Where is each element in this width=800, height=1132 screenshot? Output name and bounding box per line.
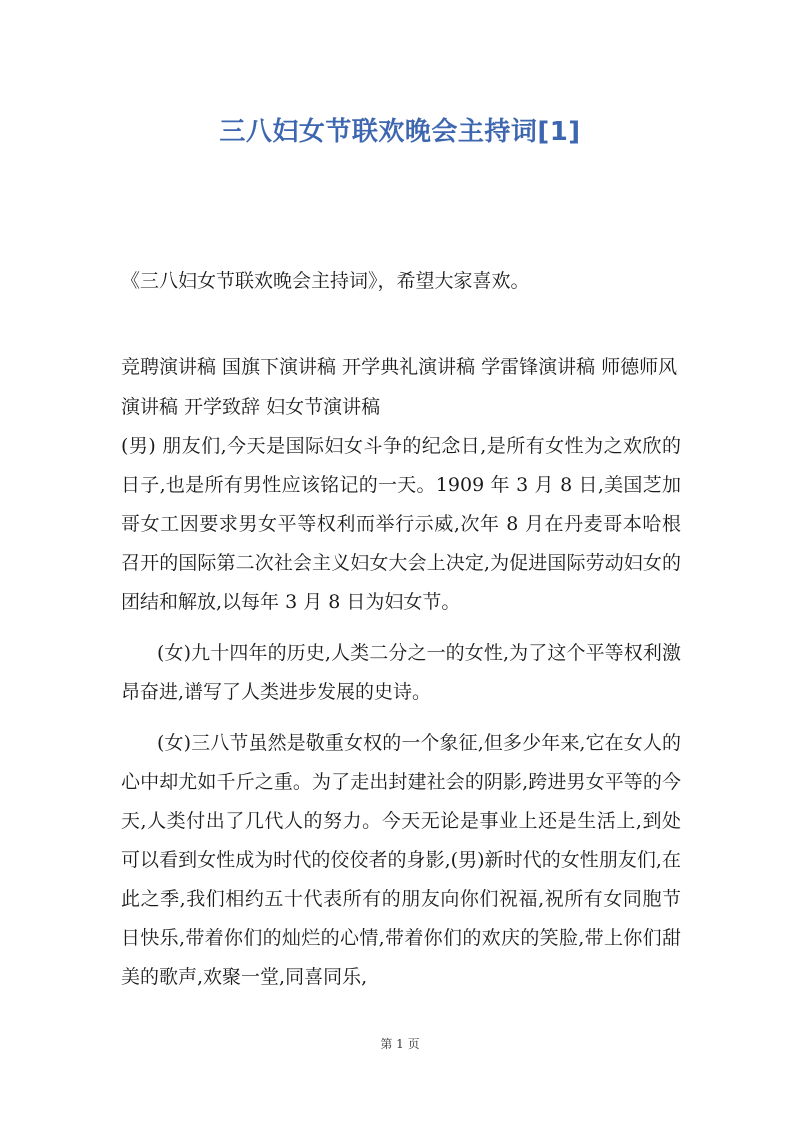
category-links: 竞聘演讲稿 国旗下演讲稿 开学典礼演讲稿 学雷锋演讲稿 师德师风演讲稿 开学致辞 妇女节演讲稿 xyxy=(121,356,678,418)
paragraph: (男) 朋友们,今天是国际妇女斗争的纪念日,是所有女性为之欢欣的日子,也是所有男性应该铭记的一天。1909 年 3 月 8 日,美国芝加哥女工因要求男女平等权利而举行示威,次年 8 月在丹麦哥本哈根召开的国际第二次社会主义妇女大会上决定,为促进国际劳动妇女的团结和解放,以每年 3 月 8 日为妇女节。 xyxy=(121,435,681,613)
page-number: 第 1 页 xyxy=(380,1037,420,1051)
document-title: 三八妇女节联欢晚会主持词[1] xyxy=(219,117,581,147)
body-paragraphs xyxy=(121,427,681,1009)
paragraph: (女)三八节虽然是敬重女权的一个象征,但多少年来,它在女人的心中却尤如千斤之重。为了走出封建社会的阴影,跨进男女平等的今天,人类付出了几代人的努力。今天无论是事业上还是生活上,到处可以看到女性成为时代的佼佼者的身影,(男)新时代的女性朋友们,在此之季,我们相约五十代表所有的朋友向你们祝福,祝所有女同胞节日快乐,带着你们的灿烂的心情,带着你们的欢庆的笑脸,带上你们甜美的歌声,欢聚一堂,同喜同乐, xyxy=(121,732,681,988)
paragraph: (女)九十四年的历史,人类二分之一的女性,为了这个平等权利激昂奋进,谱写了人类进步发展的史诗。 xyxy=(121,642,681,703)
intro-line: 《三八妇女节联欢晚会主持词》，希望大家喜欢。 xyxy=(121,270,530,292)
